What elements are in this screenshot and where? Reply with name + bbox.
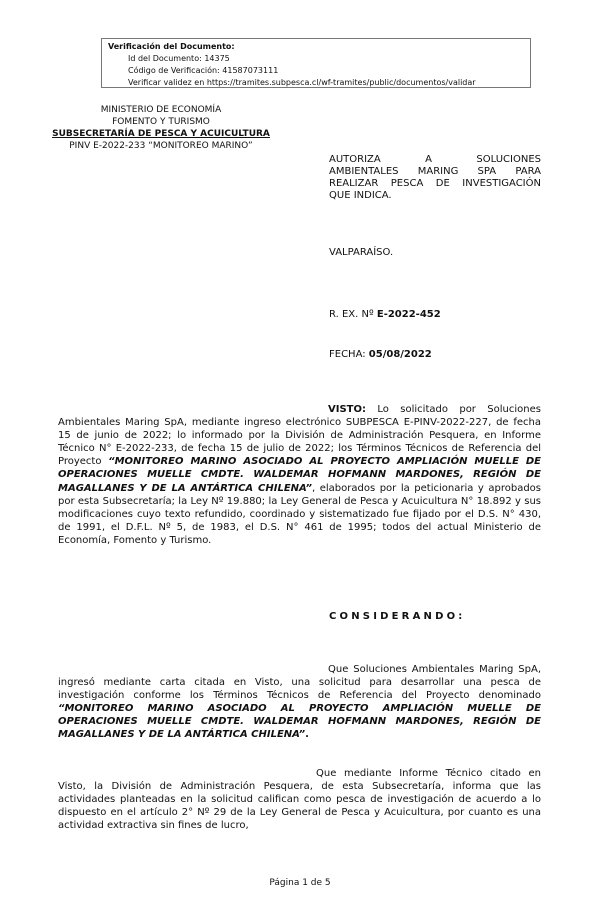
subject-line-4: QUE INDICA. bbox=[329, 190, 392, 201]
verification-box bbox=[101, 38, 531, 88]
p1-project-name: “MONITOREO MARINO ASOCIADO AL PROYECTO AMPLIACIÓN MUELLE DE OPERACIONES MUELLE CMDTE. WALDEMAR HOFMANN MARDONES, REGIÓN DE MAGALLANES Y DE LA ANTÁRTICA CHILENA” bbox=[58, 703, 541, 741]
subject-line-2: AMBIENTALES MARING SPA PARA bbox=[329, 166, 541, 177]
ministry-name: MINISTERIO DE ECONOMÍA bbox=[100, 105, 222, 115]
p1-text-1: Que Soluciones Ambientales Maring SpA, ingresó mediante carta citada en Visto, una solicitud para desarrollar una pesca de investigación conforme los Términos Técnicos de Referencia del Proyecto denominado bbox=[58, 664, 541, 702]
page-number: Página 1 de 5 bbox=[269, 878, 331, 888]
p1-text-2: . bbox=[305, 729, 309, 741]
considerando-paragraph-1 bbox=[58, 663, 541, 742]
considerando-heading: CONSIDERANDO: bbox=[329, 611, 466, 622]
city: VALPARAÍSO. bbox=[329, 247, 394, 258]
subject-line-1: AUTORIZA A SOLUCIONES bbox=[329, 154, 541, 165]
considerando-paragraph-2 bbox=[58, 767, 541, 832]
verification-list bbox=[108, 53, 524, 89]
visto-text-2: , elaborados por la peticionaria y aprobados por esta Subsecretaría; la Ley Nº 19.880; la Ley General de Pesca y Acuicultura N° 18.892 y sus modificaciones cuyo texto refundido, coordinado y sistematizado fue fijado por el D.S. N° 430, de 1991, el D.F.L. Nº 5, de 1983, el D.S. N° 461 de 1995; todos del actual Ministerio de Economía, Fomento y Turismo. bbox=[58, 482, 542, 546]
resolution-date bbox=[329, 349, 541, 361]
subsecretaria-name: SUBSECRETARÍA DE PESCA Y ACUICULTURA bbox=[52, 129, 270, 139]
organization-header bbox=[30, 104, 292, 152]
resolution-number bbox=[329, 309, 541, 321]
verification-url[interactable]: • Verificar validez en https://tramites.subpesca.cl/wf-tramites/public/documentos/validar bbox=[128, 77, 524, 89]
p2-text: Que mediante Informe Técnico citado en Visto, la División de Administración Pesquera, de esta Subsecretaría, informa que las actividades planteadas en la solicitud califican como pesca de investigación de acuerdo a lo dispuesto en el artículo 2° Nº 29 de la Ley General de Pesca y Acuicultura, por cuanto es una actividad extractiva sin fines de lucro, bbox=[58, 768, 541, 832]
ministry-name-2: FOMENTO Y TURISMO bbox=[112, 117, 210, 127]
resolution-prefix: R. EX. Nº bbox=[329, 309, 377, 320]
verification-code: • Código de Verificación: 41587073111 bbox=[128, 65, 524, 77]
date-value: 05/08/2022 bbox=[368, 349, 432, 360]
subject-block bbox=[329, 154, 541, 202]
subject-line-3: REALIZAR PESCA DE INVESTIGACIÓN bbox=[329, 178, 541, 189]
resolution-value: E-2022-452 bbox=[376, 309, 441, 320]
visto-paragraph bbox=[58, 403, 541, 547]
visto-project-name: “MONITOREO MARINO ASOCIADO AL PROYECTO AMPLIACIÓN MUELLE DE OPERACIONES MUELLE CMDTE. WALDEMAR HOFMANN MARDONES, REGIÓN DE MAGALLANES Y DE LA ANTÁRTICA CHILENA” bbox=[58, 456, 541, 494]
pinv-reference: PINV E-2022-233 “MONITOREO MARINO” bbox=[69, 141, 253, 151]
visto-text-1: Lo solicitado por Soluciones Ambientales Maring SpA, mediante ingreso electrónico SUBPESCA E-PINV-2022-227, de fecha 15 de junio de 2022; lo informado por la División de Administración Pesquera, en Informe Técnico N° E-2022-233, de fecha 15 de julio de 2022; los Términos Técnicos de Referencia del Proyecto bbox=[58, 404, 541, 468]
verification-id: • Id del Documento: 14375 bbox=[128, 53, 524, 65]
verification-title: Verificación del Documento: bbox=[108, 42, 235, 51]
visto-label: VISTO: bbox=[328, 404, 366, 415]
date-label: FECHA: bbox=[329, 349, 369, 360]
